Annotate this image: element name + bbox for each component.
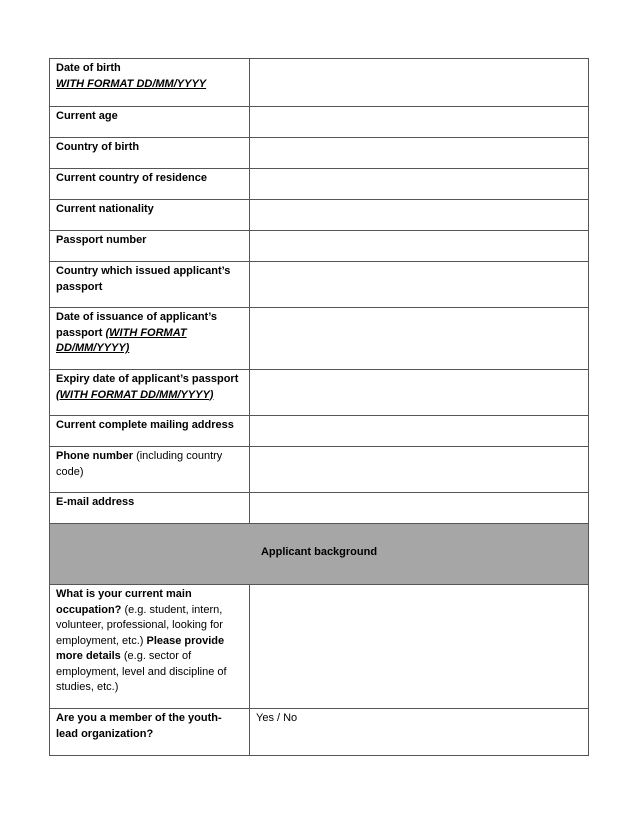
field-mailing-address[interactable] xyxy=(250,416,589,447)
table-row xyxy=(50,493,589,524)
label-passport-issuance-date xyxy=(50,308,250,370)
section-header-row xyxy=(50,524,589,585)
table-row xyxy=(50,138,589,169)
label-nationality: Current nationality xyxy=(50,200,250,231)
label-country-of-residence: Current country of residence xyxy=(50,169,250,200)
label-note: (including country code) xyxy=(56,450,223,478)
table-row xyxy=(50,447,589,493)
field-country-of-birth[interactable] xyxy=(250,138,589,169)
application-form-table xyxy=(49,58,589,756)
field-country-of-residence[interactable] xyxy=(250,169,589,200)
label-text: Expiry date of applicant’s passport xyxy=(56,373,239,385)
question-text: What is your current main occupation? xyxy=(56,588,192,616)
label-mailing-address: Current complete mailing address xyxy=(50,416,250,447)
table-row xyxy=(50,370,589,416)
label-text: Date of birth xyxy=(56,62,121,74)
label-format: (WITH FORMAT DD/MM/YYYY) xyxy=(56,326,187,354)
label-date-of-birth xyxy=(50,59,250,107)
label-email-address: E-mail address xyxy=(50,493,250,524)
field-passport-number[interactable] xyxy=(250,231,589,262)
table-row xyxy=(50,231,589,262)
table-row xyxy=(50,262,589,308)
question-note: (e.g. student, intern, volunteer, professional, looking for employment, etc.) xyxy=(56,603,223,647)
label-current-age: Current age xyxy=(50,107,250,138)
field-current-occupation[interactable] xyxy=(250,585,589,709)
question-note-details: (e.g. sector of employment, level and discipline of studies, etc.) xyxy=(56,650,227,693)
field-organization-membership[interactable]: Yes / No xyxy=(250,709,589,756)
field-email-address[interactable] xyxy=(250,493,589,524)
label-phone-number xyxy=(50,447,250,493)
question-text-details: Please provide more details xyxy=(56,634,225,662)
label-country-of-birth: Country of birth xyxy=(50,138,250,169)
field-passport-issuance-date[interactable] xyxy=(250,308,589,370)
field-phone-number[interactable] xyxy=(250,447,589,493)
label-format: WITH FORMAT DD/MM/YYYY xyxy=(56,77,207,90)
table-row xyxy=(50,416,589,447)
field-date-of-birth[interactable] xyxy=(250,59,589,107)
label-text: Date of issuance of applicant’s passport xyxy=(56,311,217,339)
field-passport-issuing-country[interactable] xyxy=(250,262,589,308)
table-row xyxy=(50,107,589,138)
field-passport-expiry-date[interactable] xyxy=(250,370,589,416)
table-row xyxy=(50,585,589,709)
table-row xyxy=(50,709,589,756)
label-passport-number: Passport number xyxy=(50,231,250,262)
field-nationality[interactable] xyxy=(250,200,589,231)
label-passport-expiry-date xyxy=(50,370,250,416)
table-row xyxy=(50,308,589,370)
label-organization-membership: Are you a member of the youth-lead organization? xyxy=(50,709,250,756)
label-text: Phone number xyxy=(56,450,134,462)
label-current-occupation xyxy=(50,585,250,709)
label-format: (WITH FORMAT DD/MM/YYYY) xyxy=(56,388,214,401)
table-row xyxy=(50,200,589,231)
table-row xyxy=(50,169,589,200)
table-row xyxy=(50,59,589,107)
label-passport-issuing-country: Country which issued applicant’s passport xyxy=(50,262,250,308)
section-title-applicant-background: Applicant background xyxy=(50,524,589,585)
field-current-age[interactable] xyxy=(250,107,589,138)
